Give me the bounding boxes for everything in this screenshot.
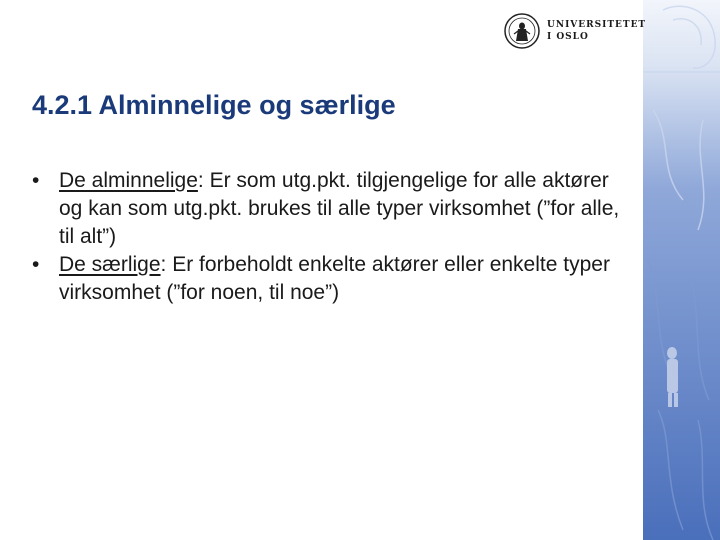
bullet-marker: •	[32, 253, 40, 276]
bullet-text: : Er forbeholdt enkelte aktører eller enkelte typer virksomhet (”for noen, til noe”)	[59, 253, 610, 304]
bullet-term: De alminnelige	[59, 169, 198, 192]
bullet-list	[32, 167, 637, 307]
logo-line-1: UNIVERSITETET	[547, 20, 647, 30]
bullet-item	[32, 167, 637, 251]
decorative-side-band	[643, 0, 720, 540]
seal-icon	[503, 12, 541, 50]
logo-wordmark	[547, 19, 646, 43]
university-logo	[503, 12, 647, 52]
bullet-text: : Er som utg.pkt. tilgjengelige for alle aktører og kan som utg.pkt. brukes til alle typer virksomhet (”for alle, til alt”)	[59, 169, 620, 248]
slide-title: 4.2.1 Alminnelige og særlige	[32, 90, 396, 120]
logo-line-2: I OSLO	[547, 32, 589, 42]
bullet-marker: •	[32, 169, 40, 192]
bullet-term: De særlige	[59, 253, 161, 276]
side-band-graphic	[643, 0, 720, 540]
bullet-item	[32, 251, 637, 307]
